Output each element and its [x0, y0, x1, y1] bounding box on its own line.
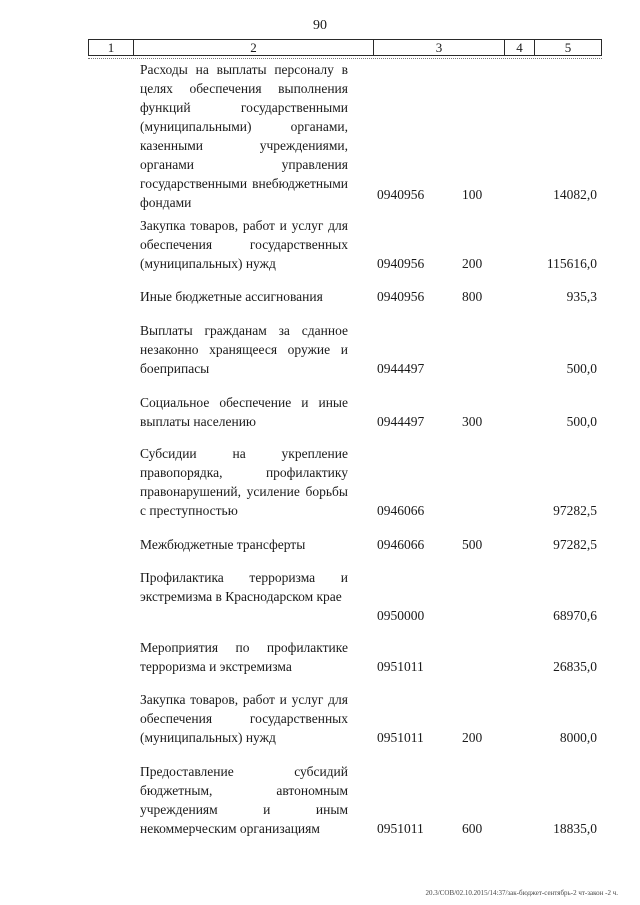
- row-target-code: 0946066: [377, 537, 425, 552]
- document-footer: 20.3/СОВ/02.10.2015/14:37/зак-бюджет-сентябрь-2 чт-закон -2 ч.: [425, 889, 618, 897]
- row-target-code: 0944497: [377, 361, 425, 376]
- row-description: Выплаты гражданам за сданное незаконно хранящееся оружие и боеприпасы: [140, 323, 348, 376]
- table-row: [0, 690, 640, 747]
- row-amount: 115616,0: [546, 256, 597, 271]
- row-target-code: 0946066: [377, 503, 425, 518]
- table-row: [0, 216, 640, 273]
- table-row: [0, 762, 640, 838]
- row-expense-type: 200: [462, 730, 483, 745]
- row-amount: 97282,5: [553, 537, 597, 552]
- row-amount: 18835,0: [553, 821, 597, 836]
- row-expense-type: 600: [462, 821, 483, 836]
- row-amount: 935,3: [566, 289, 597, 304]
- row-target-code: 0951011: [377, 730, 424, 745]
- row-description: Расходы на выплаты персоналу в целях обеспечения выполнения функций государственными (муниципальными) органами, казенными учреждениями, органами управления государственными внебюджетными фондами: [140, 62, 348, 210]
- table-row: [0, 444, 640, 520]
- table-row: [0, 568, 640, 625]
- row-description: Закупка товаров, работ и услуг для обеспечения государственных (муниципальных) нужд: [140, 692, 348, 745]
- table-row: [0, 535, 640, 554]
- table-row: [0, 60, 640, 210]
- row-description: Иные бюджетные ассигнования: [140, 289, 323, 304]
- table-row: [0, 321, 640, 378]
- row-amount: 8000,0: [559, 730, 597, 745]
- row-target-code: 0940956: [377, 289, 425, 304]
- column-header-4: 4: [505, 40, 535, 55]
- row-description: Субсидии на укрепление правопорядка, профилактику правонарушений, усиление борьбы с преступностью: [140, 446, 348, 518]
- row-amount: 26835,0: [553, 659, 597, 674]
- row-target-code: 0940956: [377, 187, 425, 202]
- row-description: Социальное обеспечение и иные выплаты населению: [140, 395, 348, 429]
- column-header-2: 2: [134, 40, 374, 55]
- table-row: [0, 287, 640, 306]
- row-expense-type: 200: [462, 256, 483, 271]
- row-target-code: 0940956: [377, 256, 425, 271]
- column-header-1: 1: [89, 40, 134, 55]
- table-header-row: [88, 39, 602, 56]
- row-description: Закупка товаров, работ и услуг для обеспечения государственных (муниципальных) нужд: [140, 218, 348, 271]
- page-number: 90: [313, 18, 327, 33]
- row-description: Предоставление субсидий бюджетным, автономным учреждениям и иным некоммерческим организациям: [140, 764, 348, 836]
- table-row: [0, 393, 640, 431]
- column-header-5: 5: [564, 40, 572, 55]
- row-expense-type: 100: [462, 187, 483, 202]
- row-description: Мероприятия по профилактике терроризма и экстремизма: [140, 640, 348, 674]
- row-amount: 97282,5: [553, 503, 597, 518]
- row-target-code: 0951011: [377, 659, 424, 674]
- row-expense-type: 300: [462, 414, 483, 429]
- row-target-code: 0951011: [377, 821, 424, 836]
- row-amount: 500,0: [566, 414, 597, 429]
- row-target-code: 0944497: [377, 414, 425, 429]
- column-header-3: 3: [374, 40, 505, 55]
- row-description: Профилактика терроризма и экстремизма в Краснодарском крае: [140, 570, 348, 604]
- row-target-code: 0950000: [377, 608, 425, 623]
- row-description: Межбюджетные трансферты: [140, 537, 306, 552]
- row-expense-type: 800: [462, 289, 483, 304]
- row-amount: 14082,0: [553, 187, 597, 202]
- header-divider: [88, 58, 602, 59]
- row-expense-type: 500: [462, 537, 483, 552]
- row-amount: 68970,6: [553, 608, 597, 623]
- table-row: [0, 638, 640, 676]
- row-amount: 500,0: [566, 361, 597, 376]
